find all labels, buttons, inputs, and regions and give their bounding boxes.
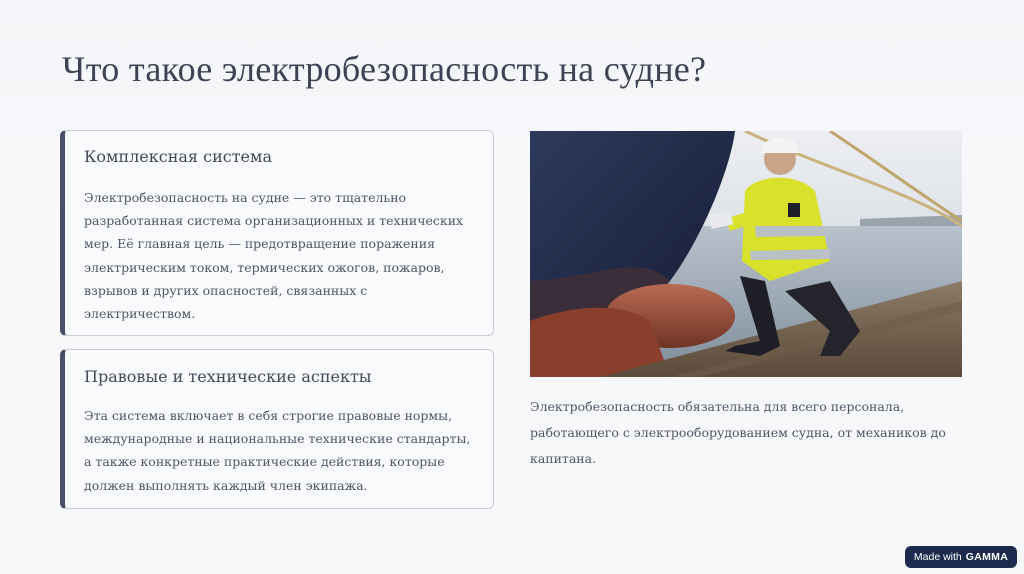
ship-inspector-photo xyxy=(530,131,962,377)
made-with-gamma-badge[interactable] xyxy=(905,546,1017,568)
card-heading: Правовые и технические аспекты xyxy=(84,367,372,386)
badge-prefix: Made with xyxy=(913,551,962,563)
card-heading: Комплексная система xyxy=(84,147,272,166)
photo-caption: Электробезопасность обязательна для всего персонала, работающего с электрооборудованием судна, от механиков до капитана. xyxy=(530,399,946,466)
card-body: Эта система включает в себя строгие правовые нормы, международные и национальные технические стандарты, а также конкретные практические действия, которые должен выполнять каждый член экипажа. xyxy=(84,408,471,493)
info-card-legal-aspects xyxy=(60,349,494,509)
card-body: Электробезопасность на судне — это тщательно разработанная система организационных и технических мер. Её главная цель — предотвращение поражения электрическим током, термических ожогов, пожаров, взрывов и других опасностей, связанных с электричеством. xyxy=(84,190,464,322)
slide-title: Что такое электробезопасность на судне? xyxy=(62,49,707,89)
info-card-complex-system xyxy=(60,130,494,336)
gamma-logo: GAMMA xyxy=(965,551,1009,563)
